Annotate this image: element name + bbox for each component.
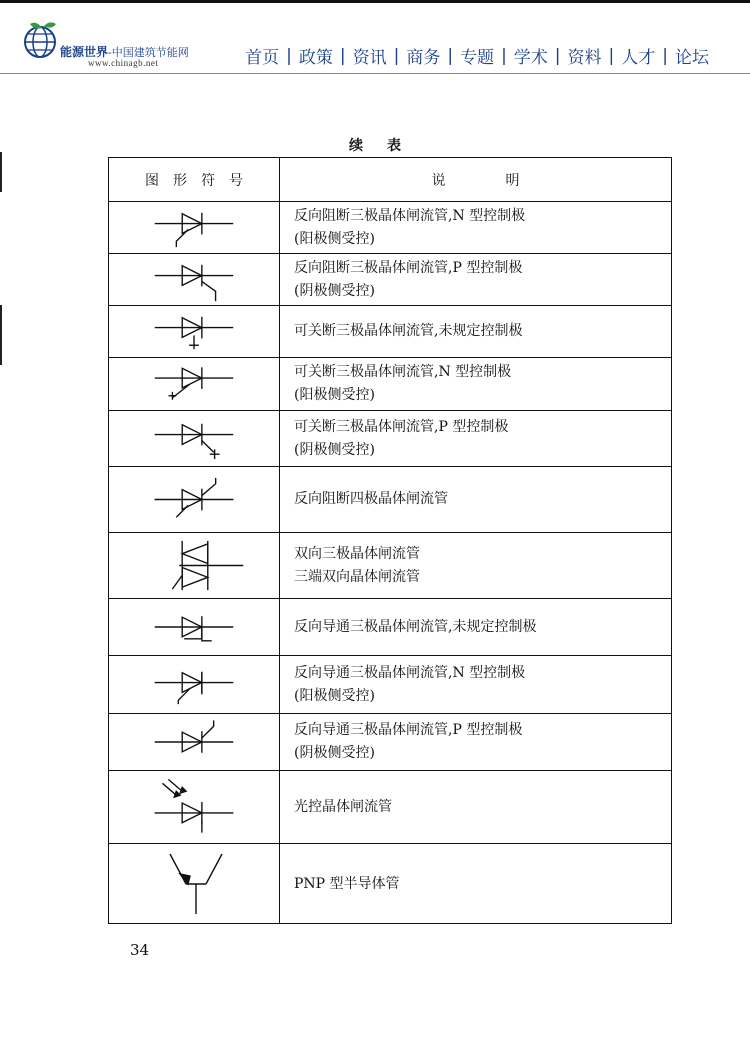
header-divider xyxy=(0,73,750,74)
table-row xyxy=(109,714,671,771)
description-line: 可关断三极晶体闸流管,P 型控制极 xyxy=(294,418,509,435)
description-line: 可关断三极晶体闸流管,未规定控制极 xyxy=(294,323,523,339)
turn-off-triode-thyristor-n-gate-icon xyxy=(109,358,279,410)
triac-icon xyxy=(109,533,279,598)
description-line: 双向三极晶体闸流管 xyxy=(294,545,420,562)
table-row xyxy=(109,254,671,306)
nav-separator: | xyxy=(554,45,561,66)
symbol-description xyxy=(294,358,663,410)
turn-off-triode-thyristor-n-gate-icon xyxy=(109,358,279,410)
margin-mark xyxy=(0,305,2,365)
reverse-conducting-triode-thyristor-p-gate-icon xyxy=(109,714,279,770)
table-row xyxy=(109,656,671,714)
triac-icon xyxy=(109,533,279,598)
nav-link[interactable]: 资讯 xyxy=(352,48,387,68)
reverse-conducting-triode-thyristor-n-gate-icon xyxy=(109,656,279,713)
turn-off-triode-thyristor-p-gate-icon xyxy=(109,411,279,466)
table-row xyxy=(109,202,671,254)
nav-separator: | xyxy=(662,45,668,66)
table-header-row xyxy=(109,158,671,202)
table-row xyxy=(109,306,671,358)
nav-separator: | xyxy=(393,45,400,66)
nav-link[interactable]: 专题 xyxy=(460,48,495,68)
table-row xyxy=(109,844,671,924)
reverse-blocking-triode-thyristor-p-gate-icon xyxy=(109,254,279,305)
nav-link[interactable]: 商务 xyxy=(406,48,441,68)
page-number: 34 xyxy=(130,941,150,959)
main-nav xyxy=(240,43,714,68)
table-row xyxy=(109,358,671,411)
description-line: (阴极侧受控) xyxy=(294,441,375,458)
reverse-conducting-triode-thyristor-n-gate-icon xyxy=(109,656,279,713)
light-activated-thyristor-icon xyxy=(109,771,279,843)
light-activated-thyristor-icon xyxy=(109,771,279,843)
description-line: 三端双向晶体闸流管 xyxy=(294,568,420,585)
header-description: 说明 xyxy=(431,172,580,189)
reverse-blocking-triode-thyristor-p-gate-icon xyxy=(109,254,279,305)
symbol-description xyxy=(294,202,663,253)
symbol-description xyxy=(294,771,663,843)
nav-link[interactable]: 学术 xyxy=(513,48,548,68)
reverse-blocking-tetrode-thyristor-icon xyxy=(109,467,279,532)
table-row xyxy=(109,771,671,844)
symbol-description xyxy=(294,306,663,357)
symbol-description xyxy=(294,467,663,532)
table-row xyxy=(109,533,671,599)
reverse-blocking-tetrode-thyristor-icon xyxy=(109,467,279,532)
brand-cn: 能源世界 xyxy=(60,45,109,59)
description-line: 反向阻断四极晶体闸流管 xyxy=(294,491,448,507)
nav-separator: | xyxy=(339,45,346,66)
description-line: 反向导通三极晶体闸流管,N 型控制极 xyxy=(294,664,526,681)
symbol-description xyxy=(294,714,663,770)
table-row xyxy=(109,599,671,656)
nav-separator: | xyxy=(608,45,615,66)
pnp-transistor-icon xyxy=(109,844,279,924)
description-line: 反向导通三极晶体闸流管,未规定控制极 xyxy=(294,618,537,635)
description-line: (阴极侧受控) xyxy=(294,745,375,761)
nav-link[interactable]: 论坛 xyxy=(675,48,709,68)
header-symbol: 图形符号 xyxy=(145,172,257,189)
nav-separator: | xyxy=(501,45,507,66)
reverse-conducting-triode-thyristor-p-gate-icon xyxy=(109,714,279,770)
description-line: 可关断三极晶体闸流管,N 型控制极 xyxy=(294,364,512,380)
nav-link[interactable]: 政策 xyxy=(298,48,333,68)
description-line: (阳极侧受控) xyxy=(294,230,375,247)
description-line: PNP 型半导体管 xyxy=(294,875,400,892)
description-line: 反向导通三极晶体闸流管,P 型控制极 xyxy=(294,722,523,738)
site-header xyxy=(0,3,750,75)
symbol-description xyxy=(294,656,663,713)
reverse-blocking-triode-thyristor-n-gate-icon xyxy=(109,202,279,253)
table-row xyxy=(109,467,671,533)
reverse-conducting-triode-thyristor-unspecified-icon xyxy=(109,599,279,655)
description-line: (阳极侧受控) xyxy=(294,687,375,704)
globe-logo-icon[interactable] xyxy=(22,18,62,60)
turn-off-triode-thyristor-p-gate-icon xyxy=(109,411,279,466)
pnp-transistor-icon xyxy=(109,844,279,924)
brand-sub: -中国建筑节能网 xyxy=(108,46,189,59)
description-line: 反向阻断三极晶体闸流管,N 型控制极 xyxy=(294,207,526,224)
description-line: (阳极侧受控) xyxy=(294,387,375,403)
symbol-description xyxy=(294,411,663,466)
reverse-blocking-triode-thyristor-n-gate-icon xyxy=(109,202,279,253)
brand-url: www.chinagb.net xyxy=(88,58,159,68)
margin-mark xyxy=(0,152,2,192)
description-line: (阴极侧受控) xyxy=(294,282,375,299)
symbol-description xyxy=(294,254,663,305)
table-row xyxy=(109,411,671,467)
symbol-description xyxy=(294,599,663,655)
description-line: 光控晶体闸流管 xyxy=(294,798,392,815)
reverse-conducting-triode-thyristor-unspecified-icon xyxy=(109,599,279,655)
symbol-description xyxy=(294,844,663,924)
nav-separator: | xyxy=(286,45,292,66)
nav-link[interactable]: 人才 xyxy=(621,48,656,68)
table-caption: 续表 xyxy=(349,138,425,154)
symbol-table xyxy=(108,157,672,924)
nav-separator: | xyxy=(447,45,454,66)
nav-link[interactable]: 首页 xyxy=(245,48,280,68)
description-line: 反向阻断三极晶体闸流管,P 型控制极 xyxy=(294,259,523,276)
nav-link[interactable]: 资料 xyxy=(567,48,602,68)
turn-off-triode-thyristor-unspecified-icon xyxy=(109,306,279,357)
turn-off-triode-thyristor-unspecified-icon xyxy=(109,306,279,357)
symbol-description xyxy=(294,533,663,598)
